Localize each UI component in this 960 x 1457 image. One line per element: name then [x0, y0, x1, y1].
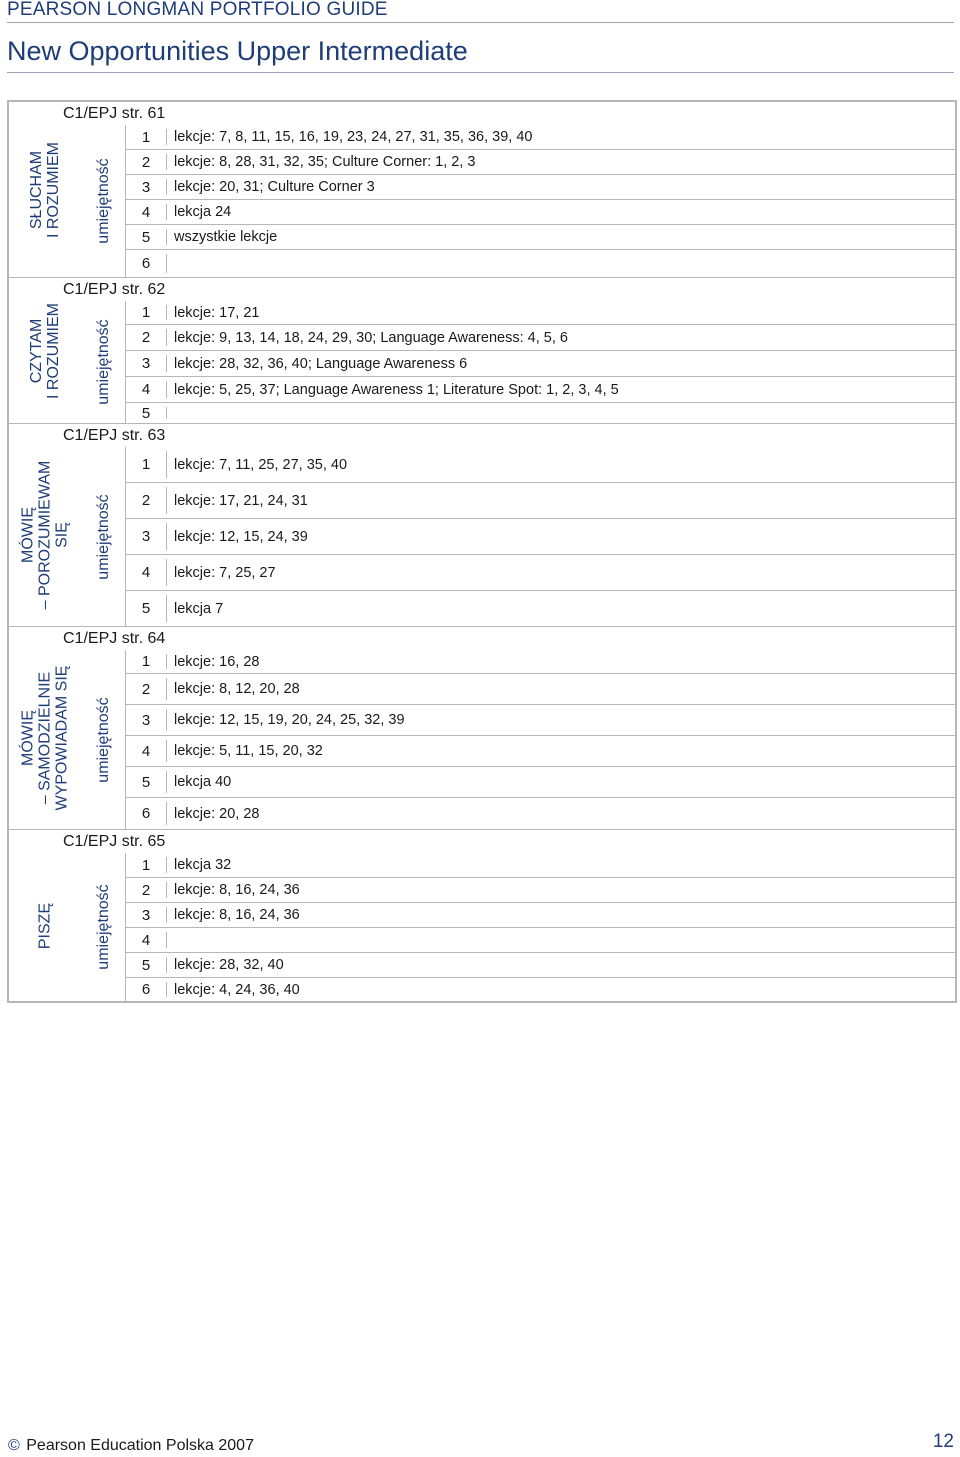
section-reference: C1/EPJ str. 64 — [63, 630, 166, 647]
section-title-line: – POROZUMIEWAM — [36, 460, 54, 610]
row-text: lekcje: 8, 12, 20, 28 — [174, 681, 300, 697]
section-title-line: SŁUCHAM — [28, 150, 45, 229]
row-text: lekcje: 5, 25, 37; Language Awareness 1; Literature Spot: 1, 2, 3, 4, 5 — [174, 381, 619, 398]
row-number: 5 — [141, 404, 151, 422]
table-row — [126, 650, 955, 674]
table-row — [126, 250, 955, 277]
section-title-line: I ROZUMIEM — [45, 302, 62, 399]
row-number: 6 — [141, 805, 151, 822]
copyright-icon: © — [8, 1437, 20, 1454]
column-divider — [166, 595, 167, 622]
table-row — [126, 591, 955, 626]
row-text: lekcje: 7, 11, 25, 27, 35, 40 — [174, 456, 348, 473]
table-row — [126, 447, 955, 483]
row-text: wszystkie lekcje — [174, 229, 278, 245]
column-divider — [166, 907, 167, 923]
row-text: lekcja 24 — [174, 204, 232, 220]
footer-copyright — [8, 1437, 254, 1455]
row-number: 3 — [141, 355, 151, 372]
column-divider — [166, 254, 167, 273]
row-text: lekcja 40 — [174, 774, 232, 790]
section-title — [21, 647, 69, 829]
skill-label: umiejętność — [95, 884, 112, 970]
column-divider — [166, 882, 167, 898]
column-divider — [166, 154, 167, 170]
row-number: 4 — [141, 203, 151, 221]
table-row — [126, 200, 955, 225]
row-number: 4 — [141, 381, 151, 398]
row-number: 5 — [141, 773, 151, 791]
copyright-text: Pearson Education Polska 2007 — [26, 1437, 254, 1454]
table-row — [126, 903, 955, 928]
table-row — [126, 878, 955, 903]
column-divider — [166, 329, 167, 346]
table-row — [126, 150, 955, 175]
row-number: 5 — [141, 228, 151, 246]
column-divider — [166, 129, 167, 145]
row-number: 3 — [141, 528, 151, 545]
row-number: 2 — [141, 881, 151, 899]
section-title-line: MÓWIĘ — [19, 507, 37, 563]
section-rows — [125, 447, 955, 626]
table-row — [126, 125, 955, 150]
skills-table — [7, 100, 957, 1003]
section-title — [21, 102, 69, 277]
row-text: lekcja 7 — [174, 600, 224, 617]
row-text: lekcje: 12, 15, 19, 20, 24, 25, 32, 39 — [174, 712, 405, 728]
column-divider — [166, 709, 167, 731]
row-number: 1 — [141, 456, 151, 473]
column-divider — [166, 740, 167, 762]
section-reading — [9, 278, 955, 423]
column-divider — [166, 381, 167, 398]
section-title — [21, 278, 69, 423]
skill-label: umiejętność — [95, 319, 112, 405]
course-subtitle: New Opportunities Upper Intermediate — [7, 36, 468, 66]
section-reference: C1/EPJ str. 63 — [63, 427, 166, 444]
section-title-line: WYPOWIADAM SIĘ — [53, 665, 71, 811]
section-rows — [125, 125, 955, 277]
column-divider — [166, 654, 167, 669]
row-number: 3 — [141, 178, 151, 196]
row-number: 3 — [141, 906, 151, 924]
row-number: 5 — [141, 600, 151, 617]
column-divider — [166, 678, 167, 700]
section-speaking-production — [9, 627, 955, 829]
section-reference: C1/EPJ str. 62 — [63, 281, 166, 298]
row-text: lekcje: 8, 16, 24, 36 — [174, 907, 300, 923]
section-writing — [9, 830, 955, 1001]
row-number: 2 — [141, 329, 151, 346]
section-rows — [125, 301, 955, 423]
table-row — [126, 953, 955, 978]
row-text: lekcje: 9, 13, 14, 18, 24, 29, 30; Language Awareness: 4, 5, 6 — [174, 329, 568, 346]
column-divider — [166, 355, 167, 372]
skill-label: umiejętność — [95, 493, 112, 580]
row-number: 2 — [141, 153, 151, 171]
table-row — [126, 175, 955, 200]
skill-label: umiejętność — [95, 696, 112, 783]
row-text: lekcje: 20, 28 — [174, 805, 260, 822]
table-row — [126, 325, 955, 351]
row-text: lekcje: 20, 31; Culture Corner 3 — [174, 179, 375, 195]
section-title-line: CZYTAM — [28, 318, 45, 383]
table-row — [126, 705, 955, 736]
row-text: lekcje: 4, 24, 36, 40 — [174, 981, 300, 998]
row-text: lekcje: 12, 15, 24, 39 — [174, 528, 308, 545]
row-number: 1 — [141, 856, 151, 874]
row-text: lekcje: 7, 25, 27 — [174, 564, 276, 581]
table-row — [126, 483, 955, 519]
table-row — [126, 853, 955, 878]
skill-label: umiejętność — [95, 158, 112, 244]
column-divider — [166, 407, 167, 419]
table-row — [126, 377, 955, 403]
row-number: 2 — [141, 680, 151, 698]
table-row — [126, 555, 955, 591]
table-row — [126, 403, 955, 423]
column-divider — [166, 957, 167, 973]
column-divider — [166, 179, 167, 195]
section-speaking-interaction — [9, 424, 955, 626]
row-text: lekcje: 16, 28 — [174, 653, 260, 670]
table-row — [126, 351, 955, 377]
section-title-line: SIĘ — [53, 522, 71, 548]
section-title-line: I ROZUMIEM — [45, 141, 62, 238]
row-number: 6 — [141, 981, 151, 998]
row-number: 4 — [141, 742, 151, 760]
column-divider — [166, 802, 167, 825]
table-row — [126, 674, 955, 705]
row-text: lekcje: 17, 21 — [174, 304, 260, 321]
row-number: 4 — [141, 564, 151, 581]
column-divider — [166, 982, 167, 997]
table-row — [126, 225, 955, 250]
column-divider — [166, 932, 167, 948]
row-text: lekcje: 17, 21, 24, 31 — [174, 492, 308, 509]
row-text: lekcje: 8, 28, 31, 32, 35; Culture Corner: 1, 2, 3 — [174, 154, 476, 170]
section-listening — [9, 102, 955, 277]
portfolio-guide-title: PEARSON LONGMAN PORTFOLIO GUIDE — [7, 0, 388, 20]
section-reference: C1/EPJ str. 65 — [63, 833, 166, 850]
column-divider — [166, 204, 167, 220]
row-text: lekcje: 7, 8, 11, 15, 16, 19, 23, 24, 27, 31, 35, 36, 39, 40 — [174, 129, 533, 145]
row-text: lekcje: 28, 32, 36, 40; Language Awareness 6 — [174, 355, 468, 372]
table-row — [126, 798, 955, 829]
section-reference: C1/EPJ str. 61 — [63, 105, 166, 122]
table-row — [126, 301, 955, 325]
column-divider — [166, 305, 167, 320]
section-title-line: MÓWIĘ — [19, 710, 37, 766]
section-title-line: – SAMODZIELNIE — [36, 671, 54, 805]
table-row — [126, 978, 955, 1001]
section-title — [21, 444, 69, 626]
table-row — [126, 736, 955, 767]
row-number: 3 — [141, 711, 151, 729]
row-number: 1 — [141, 128, 151, 146]
column-divider — [166, 857, 167, 873]
section-title — [21, 850, 69, 1001]
row-text: lekcja 32 — [174, 857, 232, 873]
section-rows — [125, 650, 955, 829]
row-number: 1 — [141, 304, 151, 321]
row-number: 6 — [141, 255, 151, 272]
header-divider — [7, 22, 954, 23]
column-divider — [166, 523, 167, 550]
column-divider — [166, 771, 167, 793]
row-text: lekcje: 5, 11, 15, 20, 32 — [174, 743, 323, 759]
subtitle-divider — [7, 72, 954, 73]
row-text: lekcje: 28, 32, 40 — [174, 957, 284, 973]
row-number: 4 — [141, 931, 151, 949]
table-row — [126, 928, 955, 953]
row-text: lekcje: 8, 16, 24, 36 — [174, 882, 300, 898]
row-number: 2 — [141, 492, 151, 509]
row-number: 1 — [141, 653, 151, 670]
row-number: 5 — [141, 956, 151, 974]
column-divider — [166, 451, 167, 478]
column-divider — [166, 487, 167, 514]
table-row — [126, 519, 955, 555]
column-divider — [166, 559, 167, 586]
table-row — [126, 767, 955, 798]
section-rows — [125, 853, 955, 1001]
page-number: 12 — [932, 1431, 954, 1452]
section-title-line: PISZĘ — [36, 902, 54, 949]
column-divider — [166, 229, 167, 245]
